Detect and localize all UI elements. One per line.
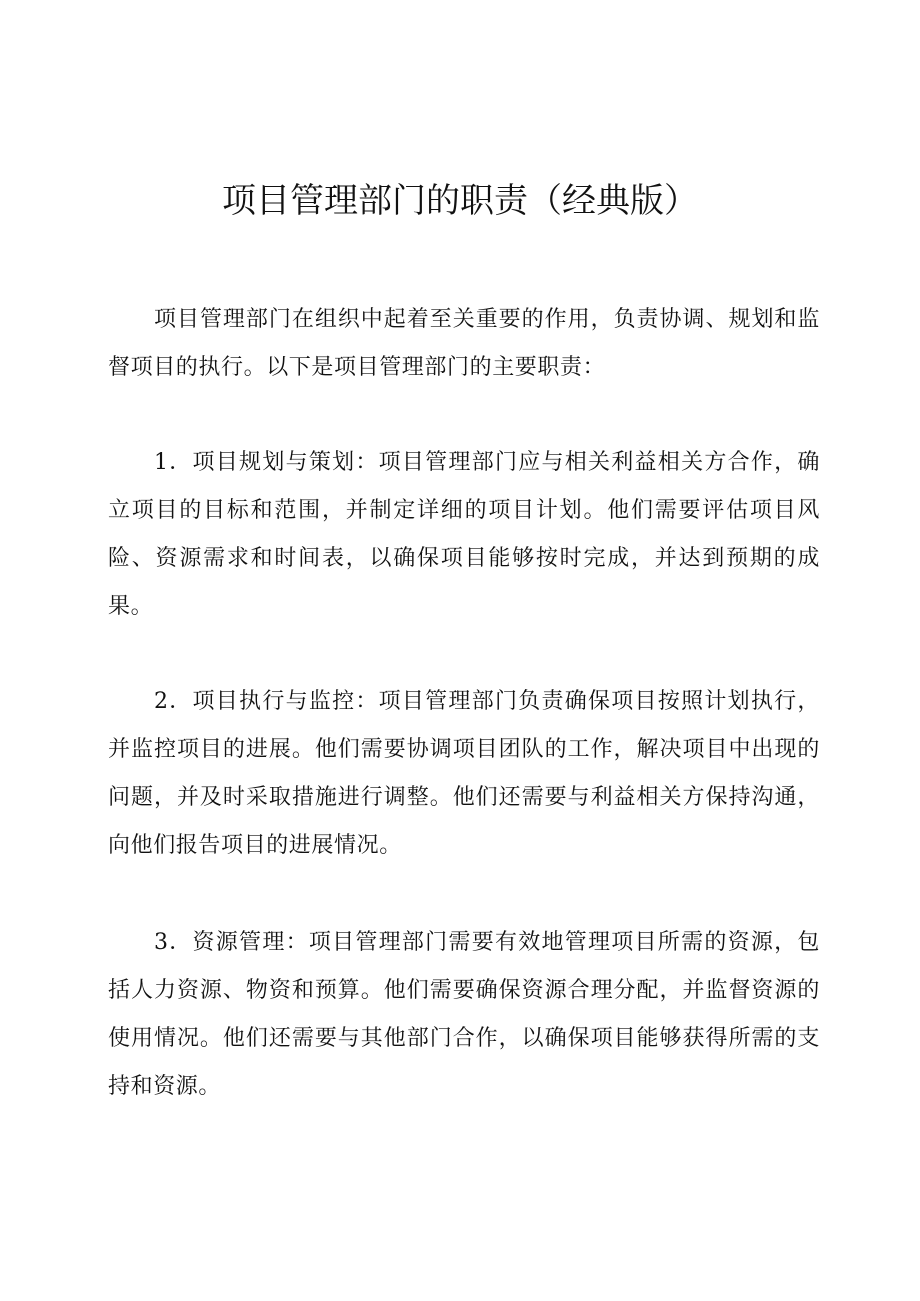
duty-item-3: 3．资源管理：项目管理部门需要有效地管理项目所需的资源，包括人力资源、物资和预算。他们需要确保资源合理分配，并监督资源的使用情况。他们还需要与其他部门合作，以确保项目能够获得所需的支持和资源。 <box>108 930 820 1099</box>
duty-item-1: 1．项目规划与策划：项目管理部门应与相关利益相关方合作，确立项目的目标和范围，并制定详细的项目计划。他们需要评估项目风险、资源需求和时间表，以确保项目能够按时完成，并达到预期的成果。 <box>108 450 820 619</box>
intro-paragraph: 项目管理部门在组织中起着至关重要的作用，负责协调、规划和监督项目的执行。以下是项目管理部门的主要职责： <box>108 307 820 380</box>
document-title: 项目管理部门的职责（经典版） <box>222 181 698 221</box>
duty-item-2: 2．项目执行与监控：项目管理部门负责确保项目按照计划执行，并监控项目的进展。他们需要协调项目团队的工作，解决项目中出现的问题，并及时采取措施进行调整。他们还需要与利益相关方保持沟通，向他们报告项目的进展情况。 <box>108 689 820 858</box>
